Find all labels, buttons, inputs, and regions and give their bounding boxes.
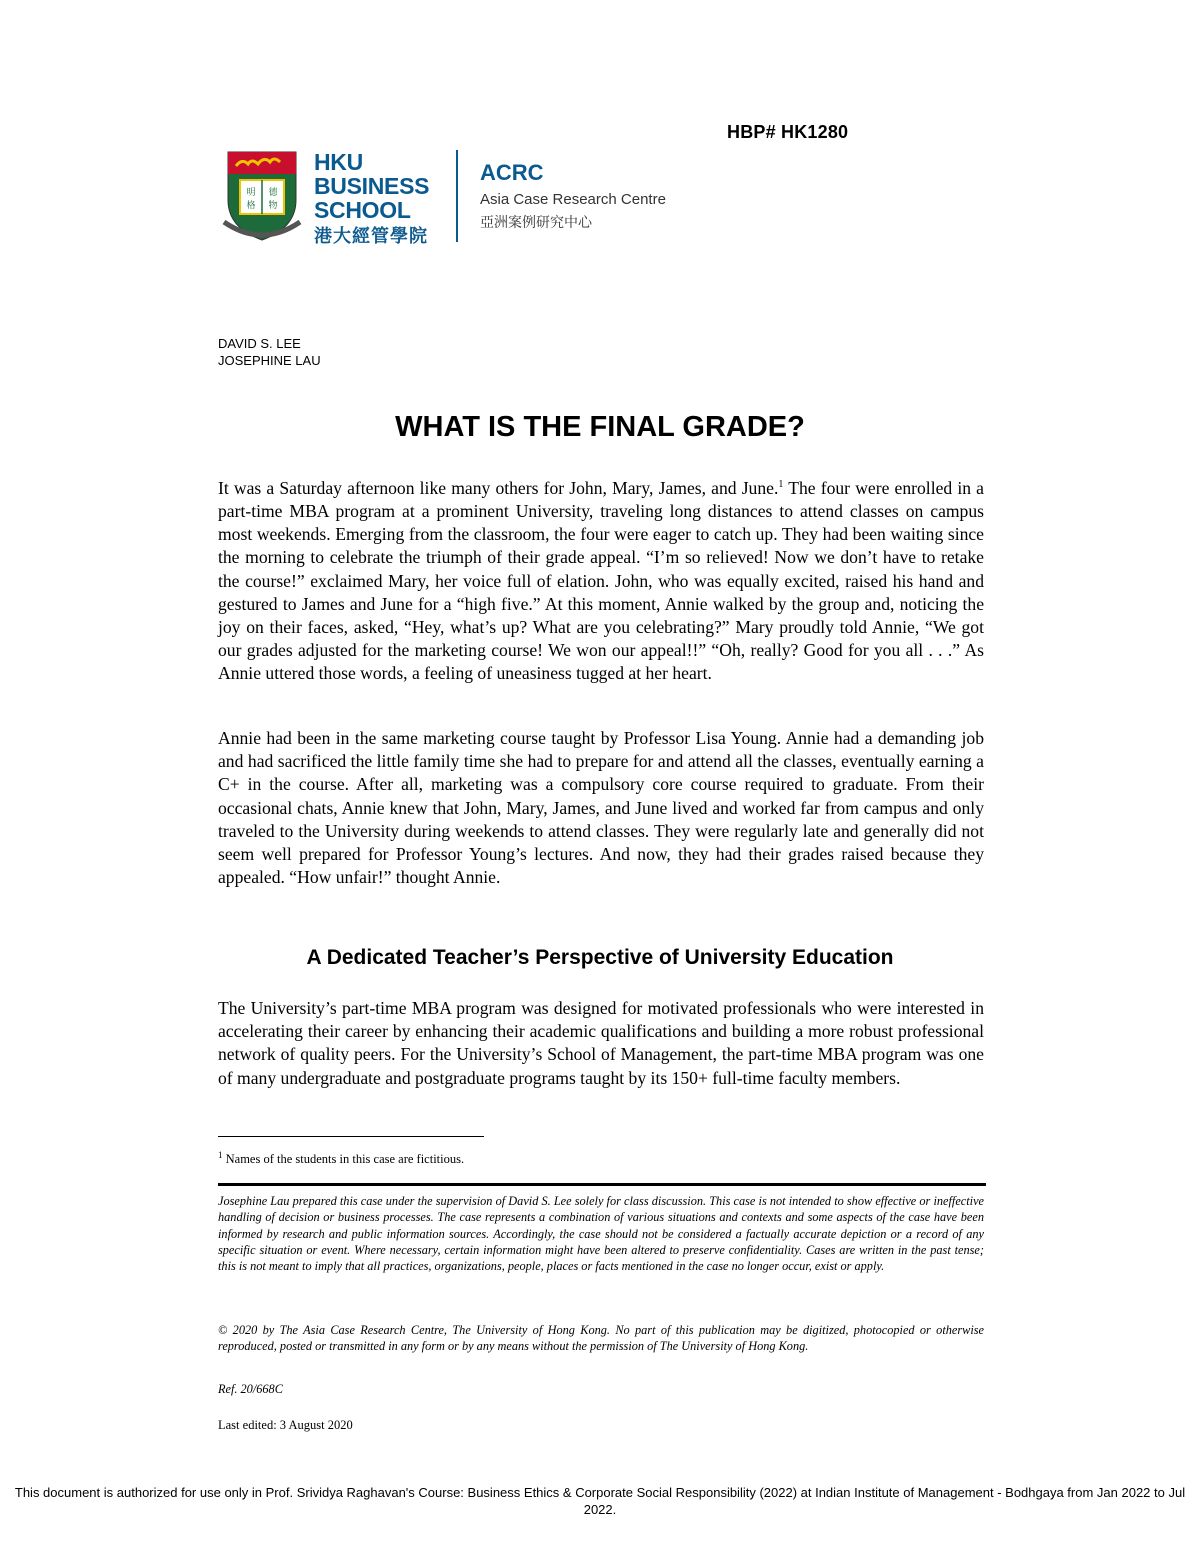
reference-number: Ref. 20/668C (218, 1382, 283, 1396)
svg-text:物: 物 (268, 200, 278, 210)
authorization-notice: This document is authorized for use only in Prof. Srividya Raghavan's Course: Business Ethics & Corporate Social Responsibility (2022) at Indian Institute of Management - Bodhgaya from Jan 2022 to Jul 2022. (14, 1485, 1186, 1517)
last-edited: Last edited: 3 August 2020 (218, 1418, 353, 1432)
authors (218, 335, 321, 369)
paragraph-program: The University’s part-time MBA program was designed for motivated professionals who were interested in accelerating their career by enhancing their academic qualifications and building a more robust professional network of quality peers. For the University’s School of Management, the part-time MBA program was one of many undergraduate and postgraduate programs taught by its 150+ full-time faculty members. (218, 998, 984, 1088)
footnote: $^1$ Names of the students in this case are fictitious. (218, 1150, 465, 1167)
case-title: WHAT IS THE FINAL GRADE? (395, 411, 805, 443)
footnote-ref[interactable]: 1 (778, 479, 784, 490)
hku-business-school-wordmark: HKU BUSINESS SCHOOL (314, 149, 430, 223)
acrc-chinese-name: 亞洲案例研究中心 (480, 215, 592, 231)
disclaimer: Josephine Lau prepared this case under the supervision of David S. Lee solely for class discussion. This case is not intended to show effective or ineffective handling of decision or business processes. The case represents a combination of various situations and contexts and some aspects of the case have been informed by research and public information sources. Accordingly, the case should not be considered a factually accurate depiction or a record of any specific situation or event. Where necessary, certain information might have been altered to preserve confidentiality. Cases are written in the past tense; this is not meant to imply that all practices, organizations, people, places or facts mentioned in the case no longer occur, exist or apply. (218, 1194, 984, 1274)
logo-divider (456, 150, 458, 242)
disclaimer-divider (218, 1183, 986, 1186)
hku-crest-icon (222, 148, 302, 244)
hku-chinese-name: 港大經管學院 (314, 226, 428, 247)
author-name: DAVID S. LEE (218, 336, 301, 351)
svg-text:明: 明 (246, 187, 256, 197)
header-logo (222, 148, 702, 248)
acrc-full-name: Asia Case Research Centre (480, 191, 666, 208)
svg-text:格: 格 (246, 200, 256, 210)
section-heading: A Dedicated Teacher’s Perspective of University Education (306, 946, 894, 969)
svg-text:德: 德 (268, 187, 278, 197)
paragraph-intro: It was a Saturday afternoon like many others for John, Mary, James, and June.$^1$ The four were enrolled in a part-time MBA program at a prominent University, traveling long distances to attend classes on campus most weekends. Emerging from the classroom, the four were eager to catch up. They had been waiting since the morning to celebrate the triumph of their grade appeal. “I’m so relieved! Now we don’t have to retake the course!” exclaimed Mary, her voice full of elation. John, who was equally excited, raised his hand and gestured to James and June for a “high five.” At this moment, Annie walked by the group and, noticing the joy on their faces, asked, “Hey, what’s up? What are you celebrating?” Mary proudly told Annie, “We got our grades adjusted for the marketing course! We won our appeal!!” “Oh, really? Good for you all . . .” As Annie uttered those words, a feeling of uneasiness tugged at her heart. (218, 477, 984, 684)
paragraph-annie: Annie had been in the same marketing course taught by Professor Lisa Young. Annie had a demanding job and had sacrificed the little family time she had to prepare for and attend all the classes, eventually earning a C+ in the course. After all, marketing was a compulsory core course required to graduate. From their occasional chats, Annie knew that John, Mary, James, and June lived and worked far from campus and only traveled to the University during weekends to attend classes. They were regularly late and generally did not seem well prepared for Professor Young’s lectures. And now, they had their grades raised because they appealed. “How unfair!” thought Annie. (218, 728, 984, 888)
hbp-number: HBP# HK1280 (727, 122, 849, 142)
copyright-notice: © 2020 by The Asia Case Research Centre, The University of Hong Kong. No part of this publication may be digitized, photocopied or otherwise reproduced, posted or transmitted in any form or by any means without the permission of The University of Hong Kong. (218, 1323, 984, 1354)
acrc-wordmark: ACRC (480, 160, 544, 185)
footnote-divider (218, 1136, 484, 1137)
author-name: JOSEPHINE LAU (218, 353, 321, 368)
